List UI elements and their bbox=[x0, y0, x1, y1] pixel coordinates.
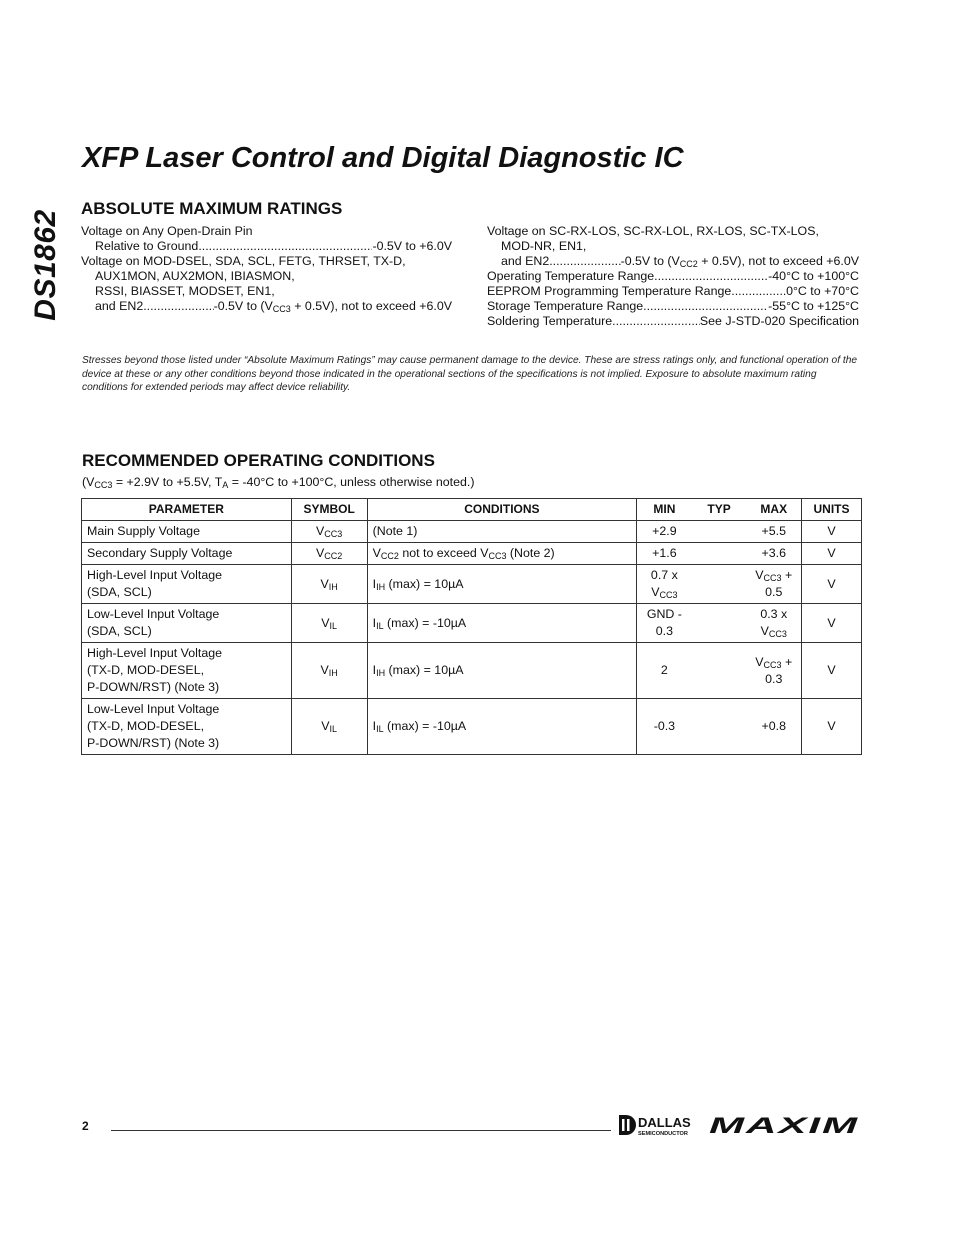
cell-min: +1.6 bbox=[637, 543, 692, 565]
cell-parameter: High-Level Input Voltage (TX-D, MOD-DESEL, P-DOWN/RST) (Note 3) bbox=[82, 643, 292, 699]
table-row bbox=[82, 521, 862, 543]
maxim-logo-icon bbox=[709, 1113, 859, 1138]
header-min: MIN bbox=[637, 499, 692, 521]
footer-rule bbox=[111, 1130, 611, 1131]
page-number: 2 bbox=[82, 1119, 89, 1133]
cell-typ bbox=[692, 643, 747, 699]
rating-line: Voltage on MOD-DSEL, SDA, SCL, FETG, THRSET, TX-D, bbox=[81, 254, 406, 268]
rating-line: MOD-NR, EN1, bbox=[501, 239, 587, 253]
cell-symbol: $V_{IL}$ bbox=[291, 699, 367, 755]
abs-max-heading: ABSOLUTE MAXIMUM RATINGS bbox=[81, 199, 343, 218]
cell-symbol: $V_{IL}$ bbox=[291, 604, 367, 643]
cell-conditions: $V_{CC2}$ not to exceed $V_{CC3}$ (Note 2) bbox=[367, 543, 637, 565]
table-row bbox=[82, 565, 862, 604]
rating-line: EEPROM Programming Temperature Range ..... 0°C to +70°C bbox=[487, 284, 859, 299]
abs-max-right-column bbox=[487, 224, 859, 329]
cell-conditions: $I_{IL}$ (max) = -10µA bbox=[367, 604, 637, 643]
cell-parameter: High-Level Input Voltage (SDA, SCL) bbox=[82, 565, 292, 604]
header-conditions: CONDITIONS bbox=[367, 499, 637, 521]
cell-min: +2.9 bbox=[637, 521, 692, 543]
cell-units: V bbox=[801, 521, 861, 543]
cell-units: V bbox=[801, 699, 861, 755]
side-part-number-text: DS1862 bbox=[29, 209, 62, 321]
cell-units: V bbox=[801, 643, 861, 699]
table-row bbox=[82, 604, 862, 643]
dallas-logo-text: DALLAS bbox=[638, 1115, 691, 1130]
rating-line: Storage Temperature Range ..... -55°C to +125°C bbox=[487, 299, 859, 314]
cell-max: +5.5 bbox=[747, 521, 802, 543]
recommended-heading: RECOMMENDED OPERATING CONDITIONS bbox=[82, 451, 435, 470]
cell-units: V bbox=[801, 543, 861, 565]
cell-max: +3.6 bbox=[747, 543, 802, 565]
header-units: UNITS bbox=[801, 499, 861, 521]
cell-parameter: Secondary Supply Voltage bbox=[82, 543, 292, 565]
cell-max: $V_{CC3}$ + 0.5 bbox=[747, 565, 802, 604]
header-typ: TYP bbox=[692, 499, 747, 521]
recommended-conditions-table bbox=[81, 498, 862, 755]
dallas-logo-icon bbox=[619, 1115, 691, 1137]
conditions-note: ($V_{CC3} = +2.9V$ to +5.5V, $T_A = -40^\circ C$ to +100°C, unless otherwise noted.) bbox=[82, 475, 475, 490]
maxim-logo-text: MAXIM bbox=[709, 1113, 859, 1138]
header-symbol: SYMBOL bbox=[291, 499, 367, 521]
rating-line: Soldering Temperature ..... See J-STD-020 Specification bbox=[487, 314, 859, 329]
rating-line: Relative to Ground ..... -0.5V to +6.0V bbox=[81, 239, 452, 254]
header-parameter: PARAMETER bbox=[82, 499, 292, 521]
table-row bbox=[82, 643, 862, 699]
rating-line: and EN2 ..... -0.5V to $(V_{CC3} + 0.5V)$, not to exceed +6.0V bbox=[81, 299, 452, 314]
cell-typ bbox=[692, 604, 747, 643]
cell-parameter: Low-Level Input Voltage (SDA, SCL) bbox=[82, 604, 292, 643]
page-title: XFP Laser Control and Digital Diagnostic IC bbox=[82, 142, 684, 174]
cell-conditions: $I_{IH}$ (max) = 10µA bbox=[367, 565, 637, 604]
cell-max: +0.8 bbox=[747, 699, 802, 755]
cell-typ bbox=[692, 543, 747, 565]
stress-disclaimer: Stresses beyond those listed under “Absolute Maximum Ratings” may cause permanent damage to the device. These are stress ratings only, and functional operation of the device at these or any other conditions beyond those indicated in the operational sections of the specifications is not implied. Exposure to absolute maximum rating conditions for extended periods may affect device reliability. bbox=[82, 355, 858, 393]
cell-conditions: $I_{IL}$ (max) = -10µA bbox=[367, 699, 637, 755]
cell-symbol: $V_{IH}$ bbox=[291, 643, 367, 699]
cell-symbol: $V_{CC3}$ bbox=[291, 521, 367, 543]
cell-conditions: (Note 1) bbox=[367, 521, 637, 543]
cell-symbol: $V_{CC2}$ bbox=[291, 543, 367, 565]
abs-max-left-column bbox=[81, 224, 452, 314]
cell-min: -0.3 bbox=[637, 699, 692, 755]
cell-min: 2 bbox=[637, 643, 692, 699]
header-max: MAX bbox=[747, 499, 802, 521]
rating-line: AUX1MON, AUX2MON, IBIASMON, bbox=[95, 269, 295, 283]
cell-typ bbox=[692, 699, 747, 755]
cell-parameter: Main Supply Voltage bbox=[82, 521, 292, 543]
rating-line: Voltage on Any Open-Drain Pin bbox=[81, 224, 253, 238]
rating-line: and EN2 ..... -0.5V to $(V_{CC2} + 0.5V)$, not to exceed +6.0V bbox=[487, 254, 859, 269]
cell-typ bbox=[692, 521, 747, 543]
rating-line: Voltage on SC-RX-LOS, SC-RX-LOL, RX-LOS, SC-TX-LOS, bbox=[487, 224, 819, 238]
table-row bbox=[82, 699, 862, 755]
rating-line: Operating Temperature Range ..... -40°C to +100°C bbox=[487, 269, 859, 284]
table-header-row bbox=[82, 499, 862, 521]
cell-min: GND - 0.3 bbox=[637, 604, 692, 643]
rating-line: RSSI, BIASSET, MODSET, EN1, bbox=[95, 284, 275, 298]
cell-parameter: Low-Level Input Voltage (TX-D, MOD-DESEL, P-DOWN/RST) (Note 3) bbox=[82, 699, 292, 755]
dallas-semiconductor-text: SEMICONDUCTOR bbox=[638, 1131, 688, 1137]
cell-symbol: $V_{IH}$ bbox=[291, 565, 367, 604]
cell-min: 0.7 x $V_{CC3}$ bbox=[637, 565, 692, 604]
cell-typ bbox=[692, 565, 747, 604]
cell-units: V bbox=[801, 565, 861, 604]
cell-max: 0.3 x $V_{CC3}$ bbox=[747, 604, 802, 643]
side-part-number bbox=[26, 200, 66, 330]
table-row bbox=[82, 543, 862, 565]
cell-max: $V_{CC3}$ + 0.3 bbox=[747, 643, 802, 699]
cell-units: V bbox=[801, 604, 861, 643]
footer-logos bbox=[617, 1112, 862, 1138]
cell-conditions: $I_{IH}$ (max) = 10µA bbox=[367, 643, 637, 699]
